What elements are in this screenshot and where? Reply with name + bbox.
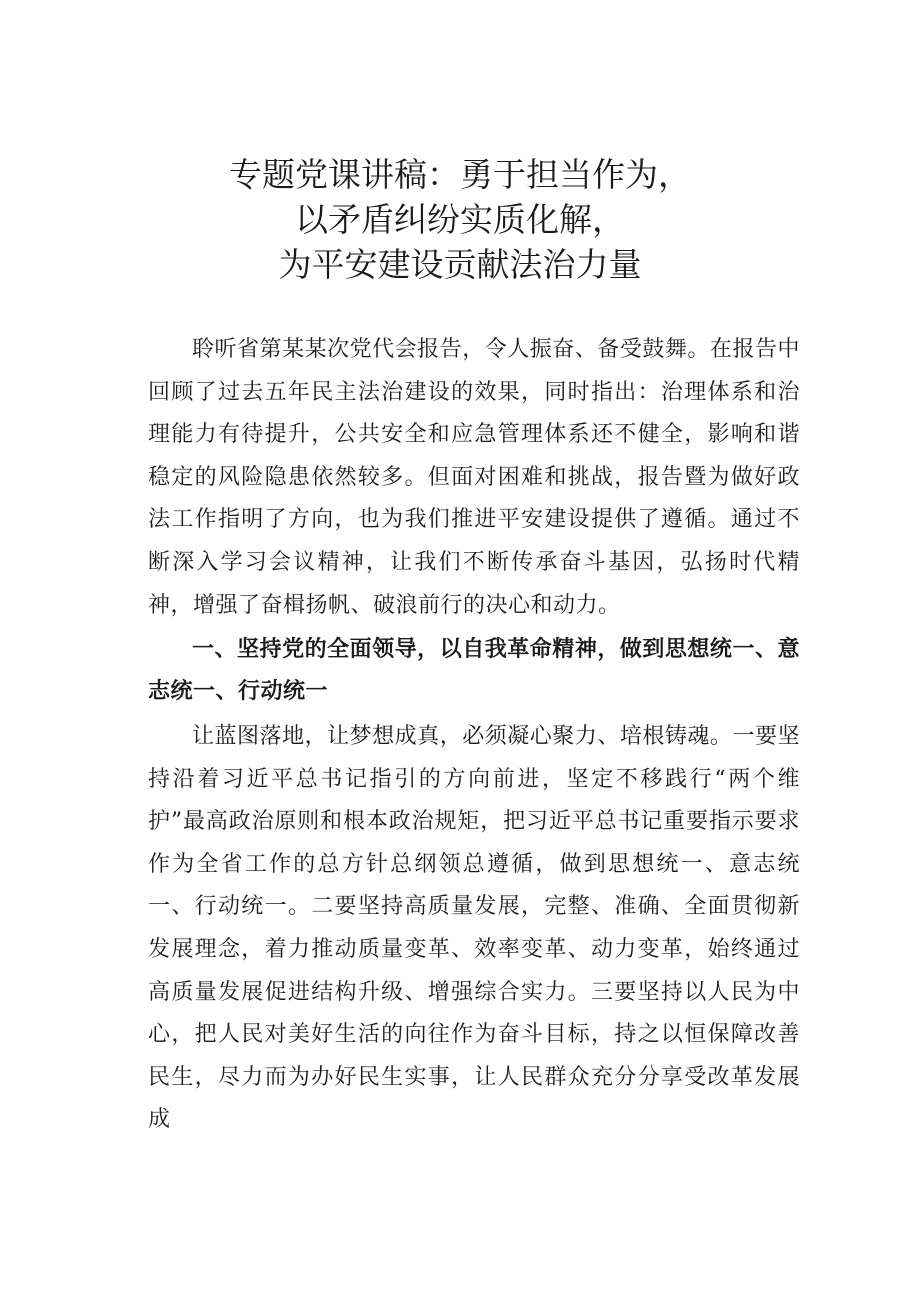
section-heading-1: 一、坚持党的全面领导，以自我革命精神，做到思想统一、意志统一、行动统一 [148,637,800,704]
paragraph-section-1: 让蓝图落地，让梦想成真，必须凝心聚力、培根铸魂。一要坚持沿着习近平总书记指引的方向前进，坚定不移践行“两个维护”最高政治原则和根本政治规矩，把习近平总书记重要指示要求作为全省工作的总方针总纲领总遵循，做到思想统一、意志统一、行动统一。二要坚持高质量发展，完整、准确、全面贯彻新发展理念，着力推动质量变革、效率变革、动力变革，始终通过高质量发展促进结构升级、增强综合实力。三要坚持以人民为中心，把人民对美好生活的向往作为奋斗目标，持之以恒保障改善民生，尽力而为办好民生实事，让人民群众充分分享受改革发展成 [148,724,800,1133]
title-line-2: 以矛盾纠纷实质化解， [295,200,625,239]
page-title [120,152,800,287]
title-line-3: 为平安建设贡献法治力量 [278,245,642,284]
paragraph-intro: 聆听省第某某次党代会报告，令人振奋、备受鼓舞。在报告中回顾了过去五年民主法治建设的效果，同时指出：治理体系和治理能力有待提升，公共安全和应急管理体系还不健全，影响和谐稳定的风险隐患依然较多。但面对困难和挑战，报告暨为做好政法工作指明了方向，也为我们推进平安建设提供了遵循。通过不断深入学习会议精神，让我们不断传承奋斗基因，弘扬时代精神，增强了奋楫扬帆、破浪前行的决心和动力。 [148,337,800,618]
title-line-1: 专题党课讲稿：勇于担当作为， [229,155,691,194]
